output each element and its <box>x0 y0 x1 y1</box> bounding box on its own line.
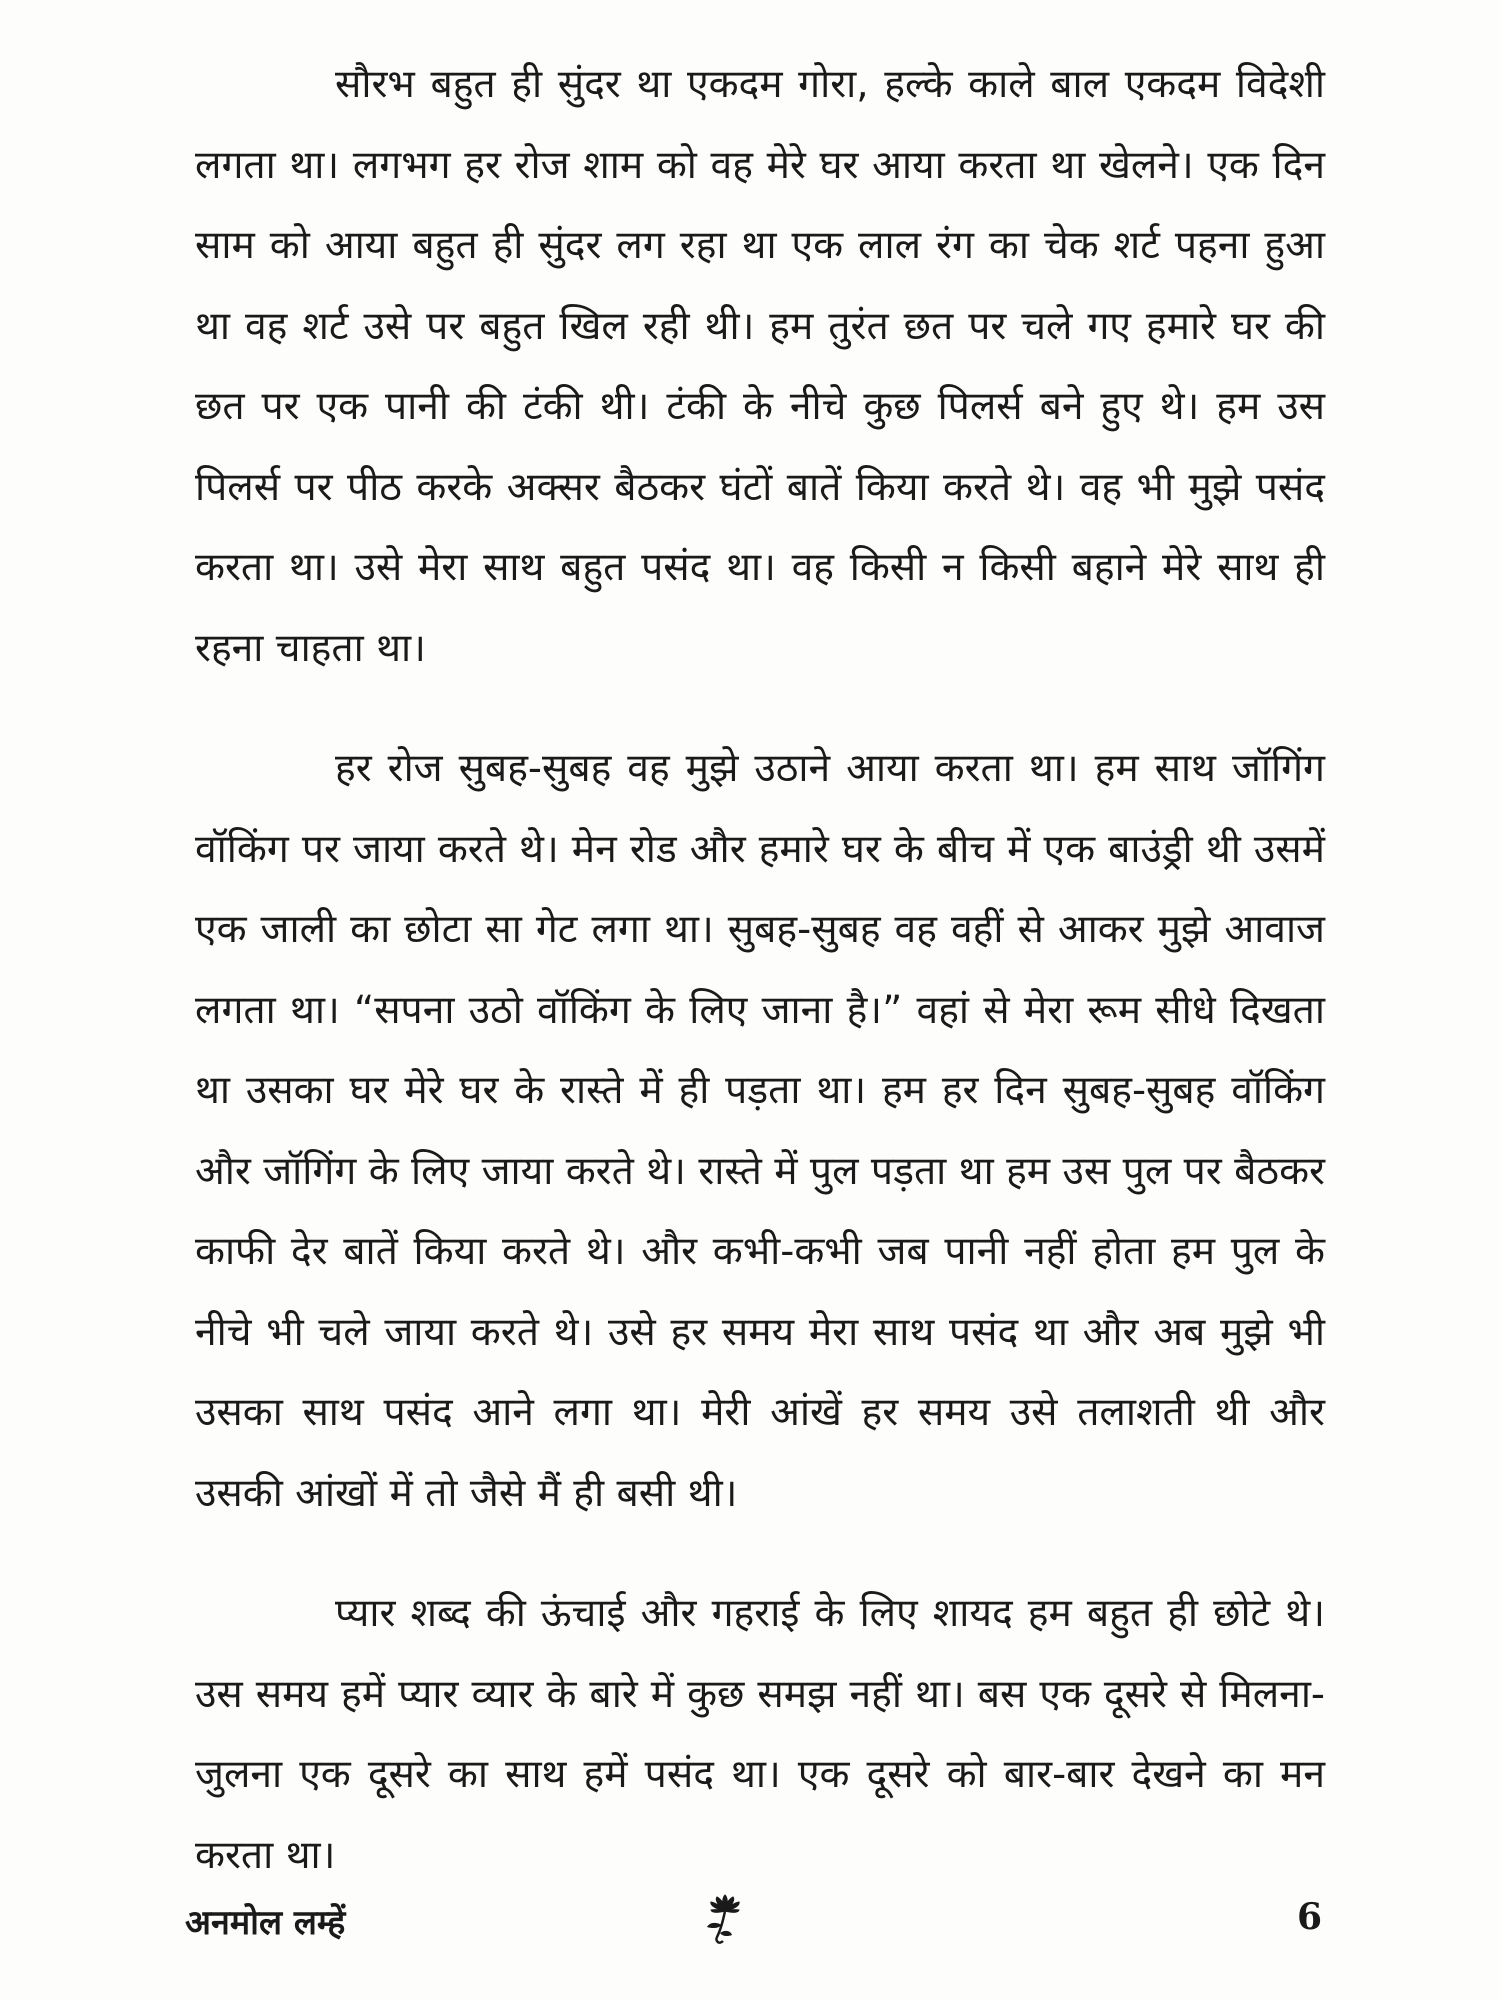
book-title: अनमोल लम्हें <box>185 1903 346 1943</box>
paragraph-3: प्यार शब्द की ऊंचाई और गहराई के लिए शायद हम बहुत ही छोटे थे। उस समय हमें प्यार व्यार के बारे में कुछ समझ नहीं था। बस एक दूसरे से मिलना-जुलना एक दूसरे का साथ हमें पसंद था। एक दूसरे को बार-बार देखने का मन करता था। <box>195 1591 1325 1878</box>
page-number: 6 <box>1296 1896 1322 1938</box>
paragraph-2: हर रोज सुबह-सुबह वह मुझे उठाने आया करता था। हम साथ जॉगिंग वॉकिंग पर जाया करते थे। मेन रोड और हमारे घर के बीच में एक बाउंड्री थी उसमें एक जाली का छोटा सा गेट लगा था। सुबह-सुबह वह वहीं से आकर मुझे आवाज लगता था। “सपना उठो वॉकिंग के लिए जाना है।” वहां से मेरा रूम सीधे दिखता था उसका घर मेरे घर के रास्ते में ही पड़ता था। हम हर दिन सुबह-सुबह वॉकिंग और जॉगिंग के लिए जाया करते थे। रास्ते में पुल पड़ता था हम उस पुल पर बैठकर काफी देर बातें किया करते थे। और कभी-कभी जब पानी नहीं होता हम पुल के नीचे भी चले जाया करते थे। उसे हर समय मेरा साथ पसंद था और अब मुझे भी उसका साथ पसंद आने लगा था। मेरी आंखें हर समय उसे तलाशती थी और उसकी आंखों में तो जैसे मैं ही बसी थी। <box>195 746 1325 1516</box>
paragraph-1: सौरभ बहुत ही सुंदर था एकदम गोरा, हल्के काले बाल एकदम विदेशी लगता था। लगभग हर रोज शाम को वह मेरे घर आया करता था खेलने। एक दिन साम को आया बहुत ही सुंदर लग रहा था एक लाल रंग का चेक शर्ट पहना हुआ था वह शर्ट उसे पर बहुत खिल रही थी। हम तुरंत छत पर चले गए हमारे घर की छत पर एक पानी की टंकी थी। टंकी के नीचे कुछ पिलर्स बने हुए थे। हम उस पिलर्स पर पीठ करके अक्सर बैठकर घंटों बातें किया करते थे। वह भी मुझे पसंद करता था। उसे मेरा साथ बहुत पसंद था। वह किसी न किसी बहाने मेरे साथ ही रहना चाहता था। <box>195 62 1325 671</box>
body-text <box>195 45 1325 1896</box>
flower-ornament-icon <box>695 1893 755 1953</box>
